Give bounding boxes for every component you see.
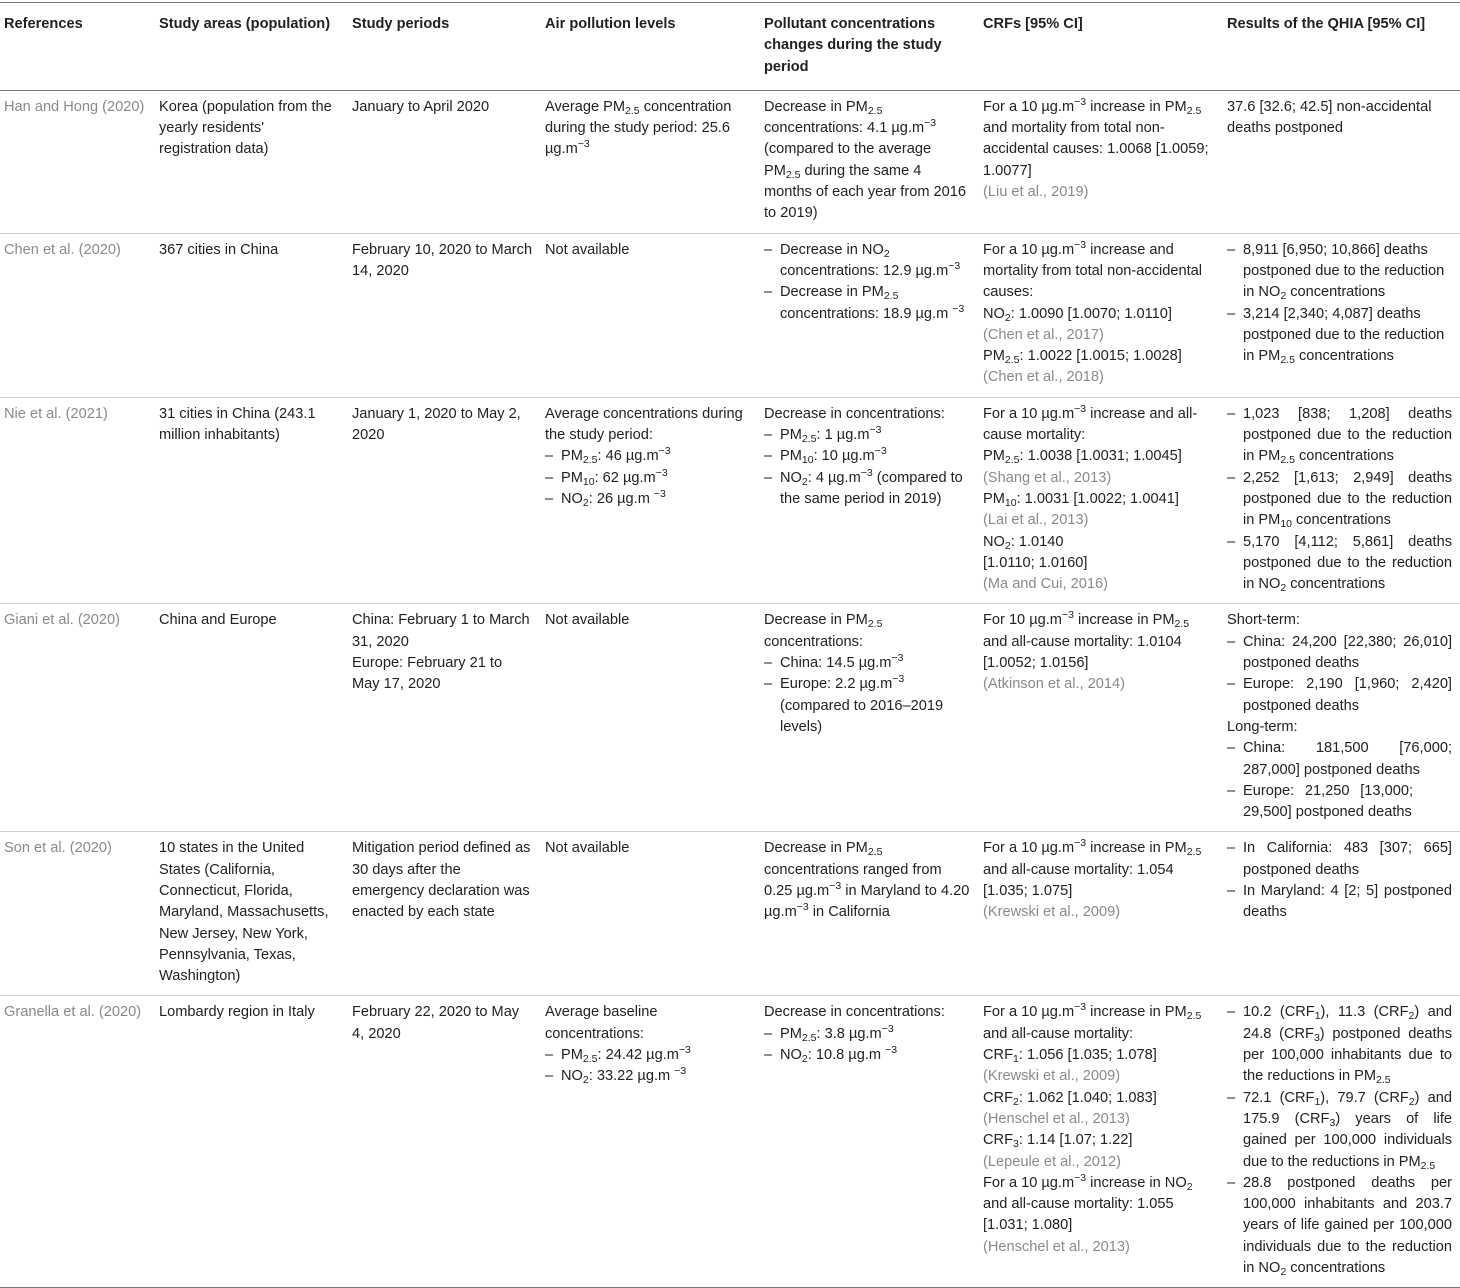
cell-reference: Nie et al. (2021) — [4, 405, 108, 422]
cell-pollution-levels — [541, 397, 760, 604]
cell-text: $CRF_1$: 1.056 [1.035; 1.078] — [983, 1047, 1157, 1066]
table-row — [0, 397, 1460, 604]
cell-text: $CRF_3$: 1.14 [1.07; 1.22] — [983, 1132, 1133, 1151]
table-row — [0, 832, 1460, 996]
cell-text: For a 10 $\mu g.m^{-3}$ increase in $PM_{2.5}$ and all-cause mortality: — [983, 1001, 1202, 1042]
citation: (Krewski et al., 2009) — [983, 1068, 1121, 1085]
cell-reference: Chen et al. (2020) — [4, 241, 121, 258]
cell-pollution-levels — [541, 90, 760, 233]
cell-text: – $PM_{2.5}$: 3.8 $\mu g.m^{-3}$ — [764, 1024, 971, 1045]
cell-text: – Europe: 2,190 [1,960; 2,420] postponed deaths — [1227, 674, 1452, 717]
cell-results — [1223, 90, 1460, 233]
cell-text: – Decrease in $NO_2$ concentrations: 12.9 $\mu g.m^{-3}$ — [764, 240, 971, 283]
cell-study-area: 31 cities in China (243.1 million inhabitants) — [159, 405, 316, 444]
cell-text: – China: 181,500 [76,000; 287,000] postponed deaths — [1227, 738, 1452, 781]
cell-text: – 10.2 $(CRF_1)$, 11.3 $(CRF_2)$ and 24.8 $(CRF_3)$ postponed deaths per 100,000 inhabitants due to the reductions in $PM_{2.5}$ — [1227, 1002, 1452, 1087]
cell-pollution-levels: Not available — [545, 241, 630, 258]
cell-text: For a 10 $\mu g.m^{-3}$ increase and all-cause mortality: — [983, 402, 1198, 444]
header-references: References — [4, 16, 83, 32]
cell-pollution-levels — [541, 996, 760, 1288]
cell-text: – $NO_2$: 10.8 µg.m $^{-3}$ — [764, 1045, 971, 1066]
cell-text: $PM_{2.5}$: 1.0038 [1.0031; 1.0045] — [983, 448, 1182, 467]
cell-results — [1223, 397, 1460, 604]
cell-pollution-levels: Not available — [545, 840, 630, 857]
cell-text: – $NO_2$: 4 $\mu g.m^{-3}$ (compared to the same period in 2019) — [764, 468, 971, 511]
cell-text: – $PM_{2.5}$: 24.42 $\mu g.m^{-3}$ — [545, 1045, 752, 1066]
cell-text: $NO_2$: 1.0140 [1.0110; 1.0160] — [983, 533, 1088, 571]
cell-text: – In Maryland: 4 [2; 5] postponed deaths — [1227, 881, 1452, 924]
cell-text: $NO_2$: 1.0090 [1.0070; 1.0110] — [983, 305, 1172, 324]
cell-text: Decrease in $PM_{2.5}$ concentrations ranged from 0.25 $\mu g.m^{-3}$ in Maryland to 4.20 $\mu g.m^{-3}$ in California — [764, 840, 970, 921]
header-air-pollution-levels: Air pollution levels — [545, 16, 676, 32]
citation: (Henschel et al., 2013) — [983, 1238, 1130, 1255]
cell-text: – $PM_{2.5}$: 1 $\mu g.m^{-3}$ — [764, 425, 971, 446]
cell-results — [1223, 832, 1460, 996]
cell-text: Average baseline concentrations: — [545, 1004, 658, 1042]
header-study-periods: Study periods — [352, 16, 450, 32]
citation: (Krewski et al., 2009) — [983, 904, 1121, 921]
cell-text: – 2,252 [1,613; 2,949] deaths postponed due to the reduction in $PM_{10}$ concentrations — [1227, 468, 1452, 532]
header-qhia-results: Results of the QHIA [95% CI] — [1227, 16, 1426, 32]
cell-crfs — [979, 90, 1223, 233]
cell-text: Decrease in $PM_{2.5}$ concentrations: — [764, 612, 883, 650]
cell-study-area: 367 cities in China — [159, 241, 279, 258]
cell-text: Decrease in $PM_{2.5}$ concentrations: 4.1 $\mu g.m^{-3}$ (compared to the average $PM_{2.5}$ during the same 4 months of each year from 2016 to 2019) — [764, 98, 966, 222]
cell-crfs — [979, 996, 1223, 1288]
cell-text: – In California: 483 [307; 665] postponed deaths — [1227, 838, 1452, 881]
cell-text: – China: 14.5 $\mu g.m^{-3}$ — [764, 653, 971, 674]
cell-crfs — [979, 233, 1223, 397]
header-concentration-changes: Pollutant concentrations changes during the study period — [764, 16, 942, 75]
period-europe: Europe: February 21 to May 17, 2020 — [352, 655, 503, 693]
cell-text: – 3,214 [2,340; 4,087] deaths postponed due to the reduction in $PM_{2.5}$ concentrations — [1227, 304, 1452, 368]
table-row — [0, 233, 1460, 397]
cell-study-period: January to April 2020 — [352, 98, 490, 115]
table-row — [0, 996, 1460, 1288]
cell-text: 37.6 [32.6; 42.5] non-accidental deaths postponed — [1227, 98, 1432, 137]
cell-reference: Han and Hong (2020) — [4, 98, 145, 115]
cell-text: – Europe: 2.2 $\mu g.m^{-3}$ (compared to 2016–2019 levels) — [764, 674, 971, 738]
cell-crfs — [979, 397, 1223, 604]
cell-text: $CRF_2$: 1.062 [1.040; 1.083] — [983, 1089, 1157, 1108]
cell-text: – $PM_{10}$: 10 $\mu g.m^{-3}$ — [764, 446, 971, 467]
cell-text: For 10 $\mu g.m^{-3}$ increase in $PM_{2.5}$ and all-cause mortality: 1.0104 [1.0052; 1.0156] — [983, 609, 1190, 672]
qhia-studies-table — [0, 2, 1460, 1288]
cell-study-period: Mitigation period defined as 30 days after the emergency declaration was enacted by each state — [352, 840, 531, 921]
table-row — [0, 90, 1460, 233]
cell-concentration-changes — [760, 397, 979, 604]
citation: (Lai et al., 2013) — [983, 512, 1089, 529]
cell-study-area: Korea (population from the yearly residents' registration data) — [159, 98, 332, 158]
cell-study-area: Lombardy region in Italy — [159, 1004, 315, 1021]
cell-text: – $NO_2$: 26 µg.m $^{-3}$ — [545, 489, 752, 510]
citation: (Liu et al., 2019) — [983, 184, 1089, 201]
cell-text: – 72.1 $(CRF_1)$, 79.7 $(CRF_2)$ and 175.9 $(CRF_3)$ years of life gained per 100,000 individuals due to the reductions in $PM_{2.5}$ — [1227, 1088, 1452, 1173]
header-crfs: CRFs [95% CI] — [983, 16, 1083, 32]
cell-concentration-changes — [760, 90, 979, 233]
period-china: China: February 1 to March 31, 2020 — [352, 612, 530, 650]
cell-text: Decrease in concentrations: — [764, 405, 945, 422]
cell-study-period: February 10, 2020 to March 14, 2020 — [352, 241, 533, 279]
cell-text: Average concentrations during the study period: — [545, 405, 743, 444]
cell-text: For a 10 $\mu g.m^{-3}$ increase in $PM_{2.5}$ and all-cause mortality: 1.054 [1.035; 1.075] — [983, 837, 1202, 899]
cell-concentration-changes — [760, 996, 979, 1288]
cell-text: Long-term: — [1227, 718, 1298, 735]
cell-text: – Europe: 21,250 [13,000; 29,500] postponed deaths — [1227, 781, 1413, 824]
cell-concentration-changes — [760, 233, 979, 397]
cell-text: $PM_{2.5}$: 1.0022 [1.0015; 1.0028] — [983, 348, 1182, 367]
cell-text: – 1,023 [838; 1,208] deaths postponed due to the reduction in $PM_{2.5}$ concentrations — [1227, 404, 1452, 468]
cell-study-area: China and Europe — [159, 612, 277, 629]
cell-concentration-changes — [760, 604, 979, 832]
citation: (Henschel et al., 2013) — [983, 1110, 1130, 1127]
cell-pollution-levels: Not available — [545, 612, 630, 629]
citation: (Lepeule et al., 2012) — [983, 1153, 1121, 1170]
cell-study-period — [348, 604, 541, 832]
cell-reference: Giani et al. (2020) — [4, 612, 121, 629]
cell-text: – China: 24,200 [22,380; 26,010] postponed deaths — [1227, 632, 1452, 675]
cell-text: For a 10 $\mu g.m^{-3}$ increase and mortality from total non-accidental causes: — [983, 238, 1202, 301]
cell-text: – 8,911 [6,950; 10,866] deaths postponed due to the reduction in $NO_2$ concentrations — [1227, 240, 1452, 304]
cell-text: – $PM_{2.5}$: 46 $\mu g.m^{-3}$ — [545, 446, 752, 467]
header-study-areas: Study areas (population) — [159, 16, 331, 32]
cell-study-period: January 1, 2020 to May 2, 2020 — [352, 405, 521, 444]
citation: (Chen et al., 2017) — [983, 326, 1104, 343]
cell-text: – Decrease in $PM_{2.5}$ concentrations: 18.9 µg.m $^{-3}$ — [764, 282, 971, 325]
citation: (Chen et al., 2018) — [983, 369, 1104, 386]
cell-concentration-changes — [760, 832, 979, 996]
cell-text: – 5,170 [4,112; 5,861] deaths postponed due to the reduction in $NO_2$ concentrations — [1227, 532, 1452, 596]
cell-study-area: 10 states in the United States (California, Connecticut, Florida, Maryland, Massachusetts, New Jersey, New York, Pennsylvania, Texas, Washington) — [159, 840, 329, 985]
cell-crfs — [979, 604, 1223, 832]
cell-crfs — [979, 832, 1223, 996]
cell-text: $PM_{10}$: 1.0031 [1.0022; 1.0041] — [983, 490, 1179, 509]
cell-results — [1223, 604, 1460, 832]
cell-text: Short-term: — [1227, 612, 1300, 629]
table-row — [0, 604, 1460, 832]
cell-text: – $PM_{10}$: 62 $\mu g.m^{-3}$ — [545, 468, 752, 489]
cell-results — [1223, 233, 1460, 397]
cell-study-period: February 22, 2020 to May 4, 2020 — [352, 1004, 520, 1042]
cell-reference: Son et al. (2020) — [4, 840, 112, 857]
citation: (Atkinson et al., 2014) — [983, 676, 1125, 693]
citation: (Shang et al., 2013) — [983, 469, 1112, 486]
cell-reference: Granella et al. (2020) — [4, 1004, 142, 1021]
cell-text: – 28.8 postponed deaths per 100,000 inhabitants and 203.7 years of life gained per 100,000 individuals due to the reduction in $NO_2$ concentrations — [1227, 1173, 1452, 1279]
cell-text: For a 10 $\mu g.m^{-3}$ increase in $PM_{2.5}$ and mortality from total non-accidental causes: 1.0068 [1.0059; 1.0077] — [983, 95, 1209, 179]
cell-text: Decrease in concentrations: — [764, 1004, 945, 1021]
cell-results — [1223, 996, 1460, 1288]
cell-text: For a 10 $\mu g.m^{-3}$ increase in $NO_2$ and all-cause mortality: 1.055 [1.031; 1.080] — [983, 1171, 1193, 1234]
cell-text: – $NO_2$: 33.22 µg.m $^{-3}$ — [545, 1066, 752, 1087]
citation: (Ma and Cui, 2016) — [983, 576, 1108, 593]
header-row — [0, 3, 1460, 91]
cell-text: Average $PM_{2.5}$ concentration during the study period: 25.6 $\mu g.m^{-3}$ — [545, 98, 732, 158]
